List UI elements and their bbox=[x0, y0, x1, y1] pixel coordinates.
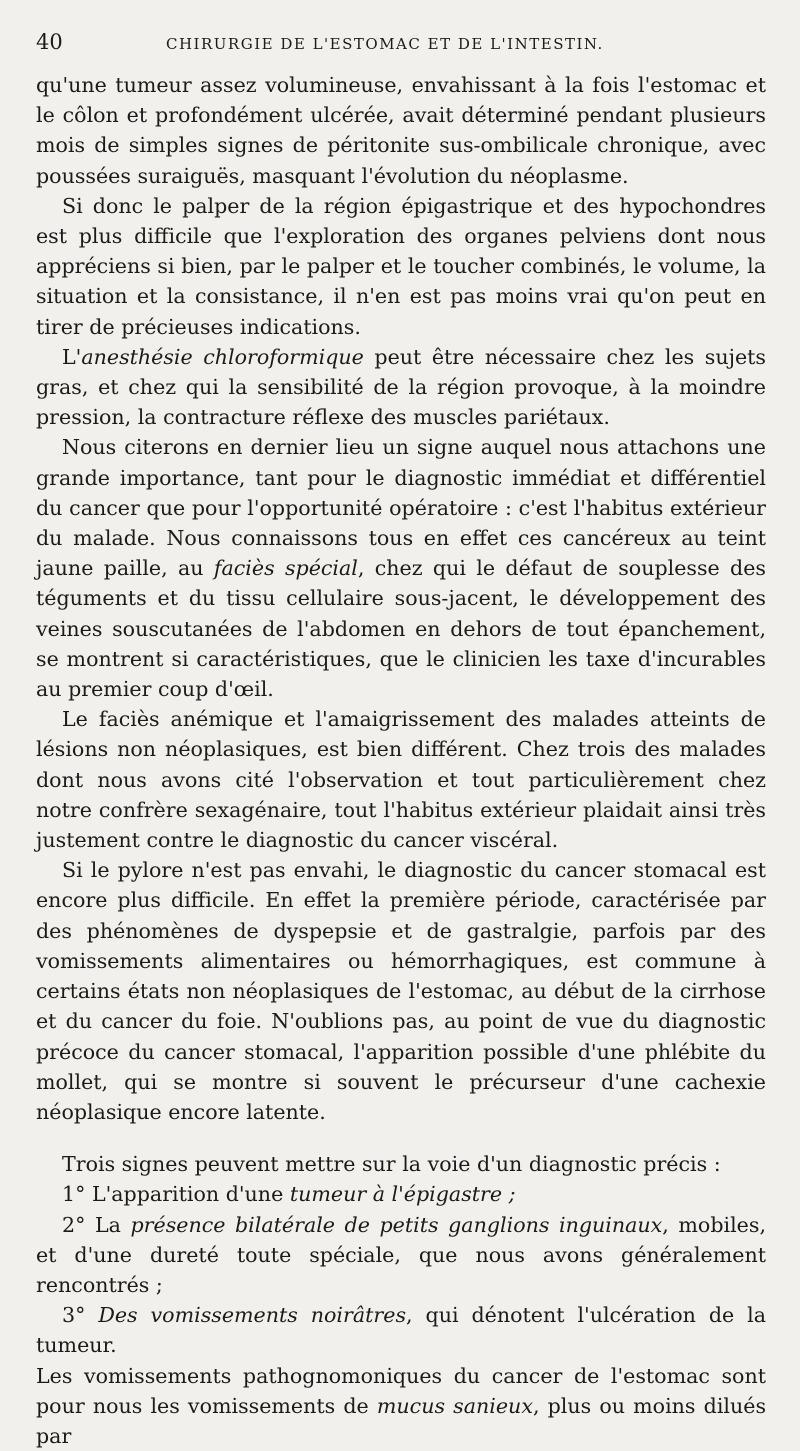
paragraph-5: Le faciès anémique et l'amaigrissement des malades atteints de lésions non néoplasiques, est bien différent. Chez trois des malades dont nous avons cité l'observation et tout particulièrement chez notre confrère sexagénaire, tout l'habitus extérieur plaidait ainsi très justement contre le diagnostic du cancer viscéral. bbox=[36, 707, 766, 853]
emphasis-facies: faciès spécial bbox=[213, 556, 358, 581]
paragraph-6: Si le pylore n'est pas envahi, le diagnostic du cancer stomacal est encore plus difficile. En effet la première période, caractérisée par des phénomènes de dyspepsie et de gastralgie, parfois par des vomissements alimentaires ou hémorrhagiques, est commune à certains états non néoplasiques de l'estomac, au début de la cirrhose et du cancer du foie. N'oublions pas, au point de vue du diagnostic précoce du cancer stomacal, l'apparition possible d'une phlébite du mollet, qui se montre si souvent le précurseur d'une cachexie néoplasique encore latente. bbox=[36, 858, 766, 1124]
paragraph-3: L'anesthésie chloroformique peut être nécessaire chez les sujets gras, et chez qui la sensibilité de la région provoque, à la moindre pression, la contracture réflexe des muscles pariétaux. bbox=[36, 344, 766, 430]
sign-item-3: 3° Des vomissements noirâtres, qui dénotent l'ulcération de la tumeur. bbox=[36, 1303, 767, 1358]
emphasis-anesthesie: anesthésie chloroformique bbox=[81, 344, 364, 369]
body-text bbox=[36, 70, 766, 1451]
page-number: 40 bbox=[36, 30, 63, 54]
section-gap bbox=[36, 1127, 766, 1149]
page-header bbox=[36, 30, 766, 70]
paragraph-4: Nous citerons en dernier lieu un signe auquel nous attachons une grande importance, tant pour le diagnostic immédiat et différentiel du cancer que pour l'opportunité opératoire : c'est l'habitus extérieur du malade. Nous connaissons tous en effet ces cancéreux au teint jaune paille, au faciès spécial, chez qui le défaut de souplesse des téguments et du tissu cellulaire sous-jacent, le développement des veines souscutanées de l'abdomen en dehors de tout épanchement, se montrent si caractéristiques, que le clinicien les taxe d'incurables au premier coup d'œil. bbox=[36, 435, 766, 702]
sign-item-1: 1° L'apparition d'une tumeur à l'épigastre ; bbox=[62, 1182, 516, 1207]
paragraph-1: qu'une tumeur assez volumineuse, envahissant à la fois l'estomac et le côlon et profondément ulcérée, avait déterminé pendant plusieurs mois de simples signes de péritonite sus-ombilicale chronique, avec poussées suraiguës, masquant l'évolution du néoplasme. bbox=[36, 73, 766, 188]
closing-paragraph: Les vomissements pathognomoniques du cancer de l'estomac sont pour nous les vomissements de mucus sanieux, plus ou moins dilués par bbox=[36, 1363, 767, 1448]
sign-item-2: 2° La présence bilatérale de petits ganglions inguinaux, mobiles, et d'une dureté toute spéciale, que nous avons généralement rencontrés ; bbox=[36, 1212, 766, 1297]
running-title: CHIRURGIE DE L'ESTOMAC ET DE L'INTESTIN. bbox=[166, 35, 604, 53]
signs-intro: Trois signes peuvent mettre sur la voie d'un diagnostic précis : bbox=[62, 1152, 721, 1177]
paragraph-2: Si donc le palper de la région épigastrique et des hypochondres est plus difficile que l'exploration des organes pelviens dont nous appréciens si bien, par le palper et le toucher combinés, le volume, la situation et la consistance, il n'en est pas moins vrai qu'on peut en tirer de précieuses indications. bbox=[36, 193, 766, 339]
